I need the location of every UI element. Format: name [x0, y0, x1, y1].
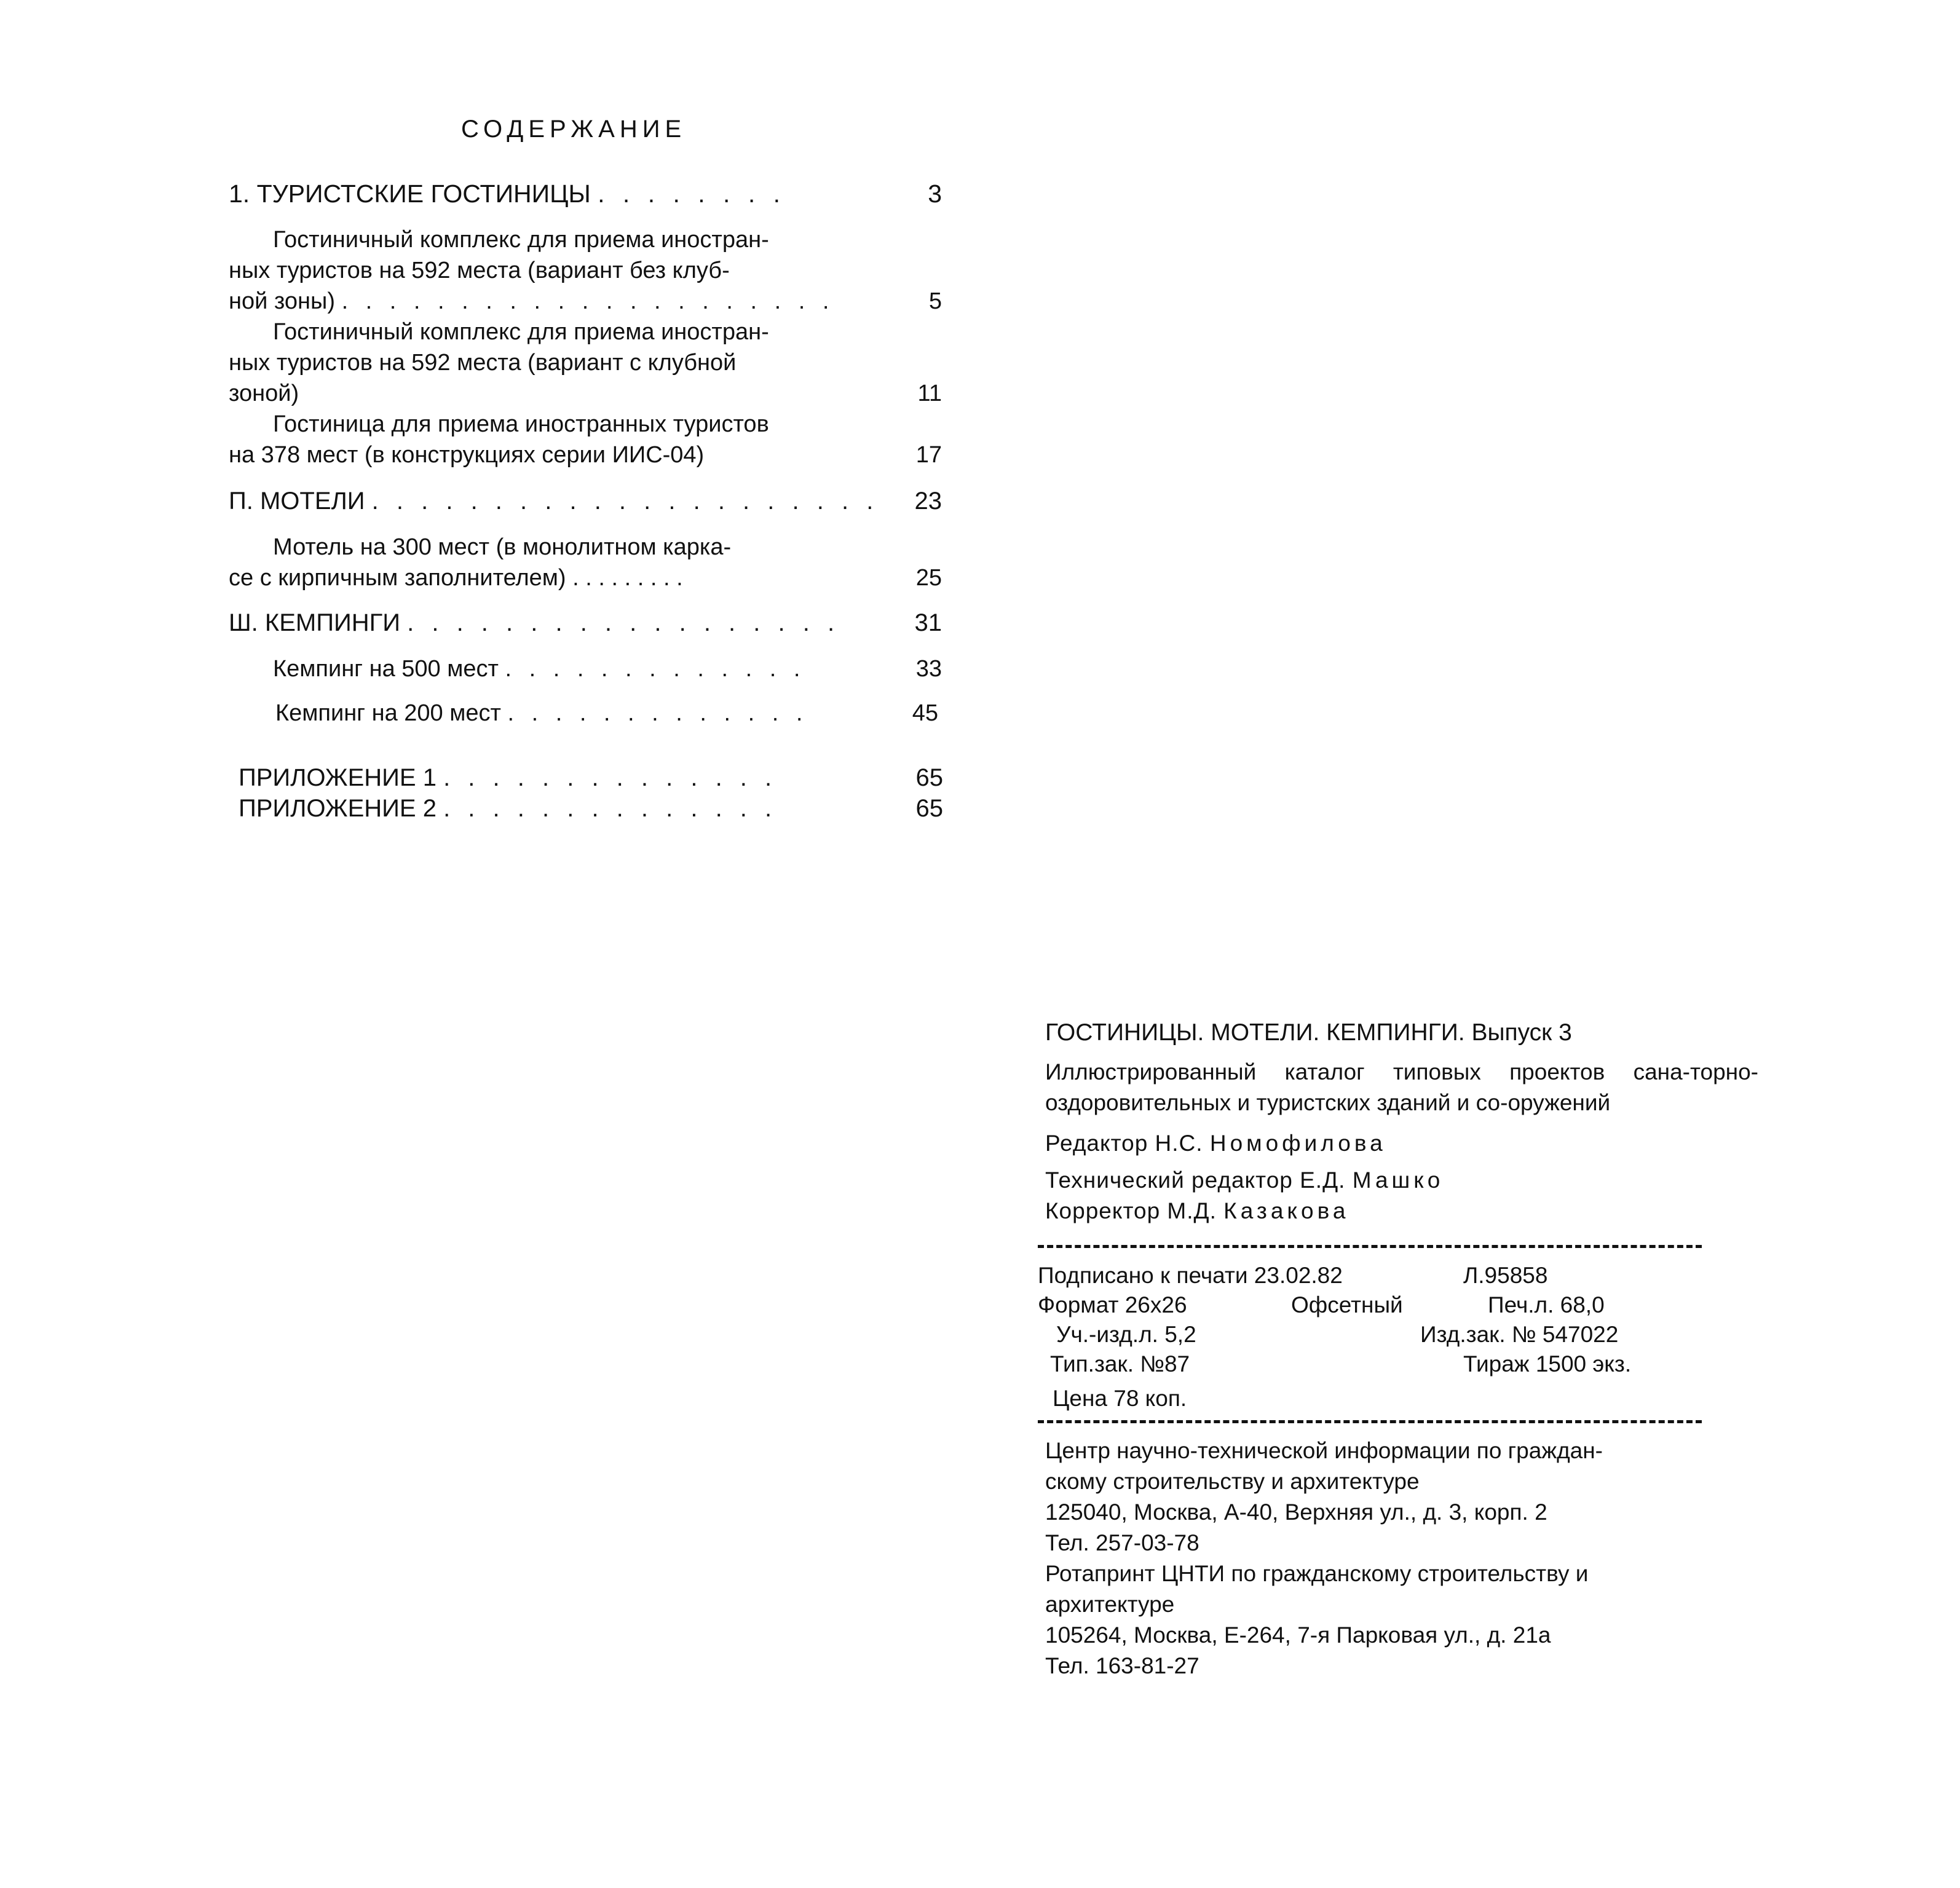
corrector-credit [1045, 1196, 1783, 1226]
corrector-role: Корректор М.Д. [1045, 1198, 1217, 1223]
tech-editor-name: Машко [1352, 1167, 1444, 1193]
toc-section-label: 1. ТУРИСТСКИЕ ГОСТИНИЦЫ [229, 180, 591, 208]
toc-section-label: ПРИЛОЖЕНИЕ 1 [239, 764, 437, 791]
toc-entry-1[interactable] [229, 224, 1003, 317]
divider-top [1038, 1245, 1702, 1248]
toc-leader-dots: . . . . . . . . . . . . . . . . . . [407, 609, 840, 636]
license-number: Л.95858 [1463, 1263, 1548, 1288]
toc-leader-dots: . . . . . . . . . . . . . . . . . . . . . [341, 288, 835, 314]
toc-leader-dots: . . . . . . . . . . . . . . . . . . . . . [371, 488, 879, 515]
toc-page-number: 65 [915, 795, 943, 822]
toc-entry-line: Гостиница для приема иностранных туристов [273, 411, 769, 437]
tech-editor-credit [1045, 1165, 1783, 1196]
toc-entry-line: Гостиничный комплекс для приема иностран- [273, 319, 769, 345]
publisher-name-line-1: Центр научно-технической информации по граждан- [1045, 1438, 1603, 1463]
pub-sheets: Уч.-изд.л. 5,2 [1056, 1322, 1196, 1347]
toc-entry-5[interactable] [273, 654, 942, 684]
toc-section-1[interactable] [229, 178, 942, 209]
printer-address: 105264, Москва, Е-264, 7-я Парковая ул., д. 21а [1045, 1622, 1551, 1648]
toc-entry-text: Кемпинг на 500 мест [273, 656, 499, 682]
toc-entry-4[interactable] [229, 532, 1003, 593]
toc-entry-line: ных туристов на 592 места (вариант без клуб- [229, 258, 730, 283]
toc-entry-2[interactable] [229, 317, 1003, 409]
toc-title: СОДЕРЖАНИЕ [461, 116, 687, 143]
divider-bottom [1038, 1420, 1702, 1423]
toc-entry-line-last [229, 378, 1003, 409]
toc-appendix-2[interactable] [239, 793, 943, 824]
printer-name-line-2: архитектуре [1045, 1592, 1175, 1617]
printer-phone: Тел. 163-81-27 [1045, 1653, 1199, 1678]
toc-entry-line: Мотель на 300 мест (в монолитном карка- [273, 534, 732, 560]
toc-leader-dots: . . . . . . . . . . . . . . [443, 795, 778, 822]
tech-editor-role: Технический редактор Е.Д. [1045, 1167, 1346, 1193]
toc-section-label: ПРИЛОЖЕНИЕ 2 [239, 795, 437, 822]
toc-leader-dots: . . . . . . . . . . . . . . [443, 764, 778, 791]
toc-entry-line-last [229, 440, 1003, 470]
toc-entry-3[interactable] [229, 409, 1003, 470]
printer-name-line-1: Ротапринт ЦНТИ по гражданскому строительству и [1045, 1561, 1589, 1586]
toc-entry-text: ной зоны) [229, 288, 335, 314]
toc-leader-dots: . . . . . . . . . . . . . [505, 656, 806, 682]
signed-date: Подписано к печати 23.02.82 [1038, 1263, 1343, 1288]
print-sheets: Печ.л. 68,0 [1488, 1292, 1605, 1317]
toc-leader-dots: . . . . . . . . . [572, 565, 683, 591]
toc-section-label: П. МОТЕЛИ [229, 488, 365, 515]
print-type: Офсетный [1291, 1292, 1403, 1317]
editor-name: Номофилова [1209, 1131, 1386, 1156]
toc-page-number: 45 [912, 700, 938, 726]
toc-page-number: 17 [915, 442, 942, 468]
publisher-phone: Тел. 257-03-78 [1045, 1530, 1199, 1555]
editor-role: Редактор Н.С. [1045, 1131, 1203, 1156]
toc-entry-line: Гостиничный комплекс для приема иностран- [273, 227, 769, 253]
publisher-name-line-2: скому строительству и архитектуре [1045, 1469, 1420, 1494]
circulation: Тираж 1500 экз. [1463, 1351, 1632, 1377]
toc-entry-text: зоной) [229, 381, 299, 406]
toc-appendix-1[interactable] [239, 762, 943, 793]
corrector-name: Казакова [1223, 1198, 1349, 1223]
toc-page-number: 3 [928, 180, 942, 208]
format: Формат 26х26 [1038, 1292, 1187, 1317]
publisher-address: 125040, Москва, А-40, Верхняя ул., д. 3, корп. 2 [1045, 1499, 1547, 1525]
catalog-description: Иллюстрированный каталог типовых проектов сана-торно-оздоровительных и туристских зданий и со-оружений [1045, 1059, 1758, 1115]
publication-details [1038, 1260, 1783, 1414]
toc-page-number: 5 [928, 288, 942, 314]
toc-page-number: 11 [917, 381, 942, 406]
toc-page-number: 31 [914, 609, 942, 636]
toc-entry-line-last [229, 563, 1003, 593]
toc-page-number: 23 [914, 488, 942, 515]
pub-order: Изд.зак. № 547022 [1420, 1322, 1619, 1347]
editor-credit [1045, 1128, 1783, 1159]
toc-entry-line-last [229, 286, 1003, 317]
toc-section-label: Ш. КЕМПИНГИ [229, 609, 400, 636]
toc-entry-line: ных туристов на 592 места (вариант с клубной [229, 350, 737, 376]
toc-entry-text: на 378 мест (в конструкциях серии ИИС-04) [229, 442, 705, 468]
colophon [1038, 1017, 1783, 1681]
toc-page-number: 25 [915, 565, 942, 591]
toc-section-3[interactable] [229, 607, 942, 638]
toc-leader-dots: . . . . . . . . . . . . . [507, 700, 808, 726]
publisher-info [1045, 1436, 1758, 1681]
toc-leader-dots: . . . . . . . . [598, 180, 786, 208]
toc-entry-text: се с кирпичным заполнителем) [229, 565, 566, 591]
toc-entry-text: Кемпинг на 200 мест [275, 700, 501, 726]
toc-entry-6[interactable] [275, 698, 938, 729]
print-order: Тип.зак. №87 [1050, 1351, 1190, 1377]
toc-section-2[interactable] [229, 486, 942, 516]
price: Цена 78 коп. [1053, 1386, 1187, 1411]
toc-page-number: 65 [915, 764, 943, 791]
series-title: ГОСТИНИЦЫ. МОТЕЛИ. КЕМПИНГИ. Выпуск 3 [1045, 1019, 1572, 1046]
toc-page-number: 33 [915, 656, 942, 682]
